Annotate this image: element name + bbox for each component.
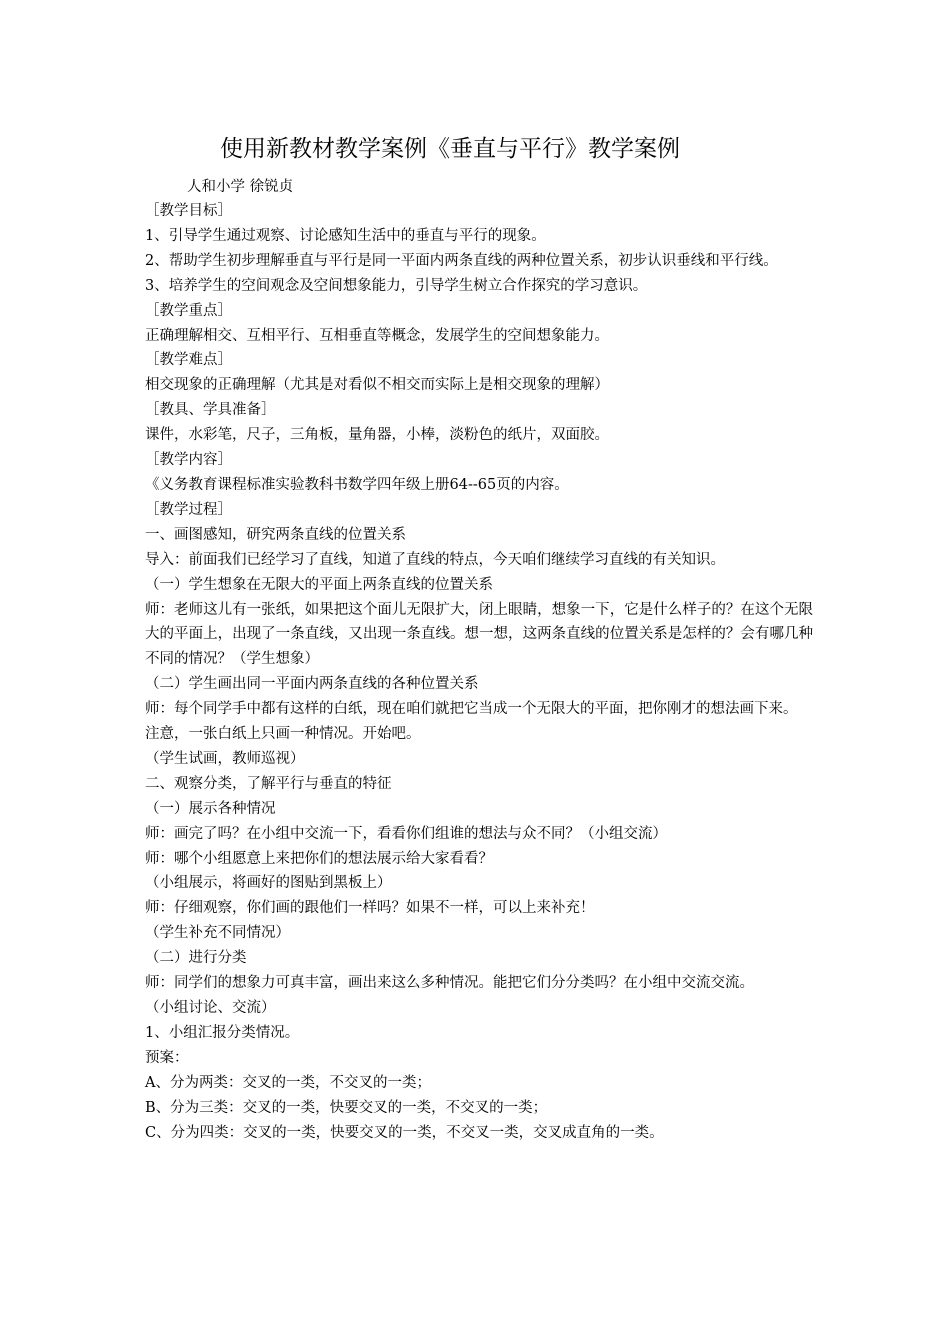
paragraph: ［教具、学具准备］ bbox=[145, 402, 276, 419]
paragraph: 师：同学们的想象力可真丰富，画出来这么多种情况。能把它们分分类吗？在小组中交流交流。 bbox=[145, 975, 754, 992]
paragraph: 《义务教育课程标准实验教科书数学四年级上册64--65页的内容。 bbox=[145, 476, 569, 493]
paragraph: ［教学难点］ bbox=[145, 352, 232, 369]
paragraph: 师：仔细观察，你们画的跟他们一样吗？如果不一样，可以上来补充！ bbox=[145, 900, 595, 917]
paragraph: （小组展示，将画好的图贴到黑板上） bbox=[145, 875, 392, 892]
paragraph: （二）学生画出同一平面内两条直线的各种位置关系 bbox=[145, 676, 479, 693]
paragraph: 正确理解相交、互相平行、互相垂直等概念，发展学生的空间想象能力。 bbox=[145, 327, 609, 344]
document-title: 使用新教材教学案例《垂直与平行》教学案例 bbox=[220, 136, 680, 162]
paragraph: ［教学重点］ bbox=[145, 302, 232, 319]
paragraph: ［教学过程］ bbox=[145, 501, 232, 518]
author-line: 人和小学 徐锐贞 bbox=[187, 179, 294, 195]
paragraph: 3、培养学生的空间观念及空间想象能力，引导学生树立合作探究的学习意识。 bbox=[145, 277, 648, 294]
paragraph: （小组讨论、交流） bbox=[145, 1000, 276, 1016]
paragraph: B、分为三类：交叉的一类，快要交叉的一类，不交叉的一类； bbox=[145, 1099, 548, 1116]
paragraph: A、分为两类：交叉的一类，不交叉的一类； bbox=[145, 1074, 431, 1091]
paragraph: 师：哪个小组愿意上来把你们的想法展示给大家看看？ bbox=[145, 850, 493, 867]
paragraph: 一、画图感知，研究两条直线的位置关系 bbox=[145, 526, 406, 543]
paragraph: C、分为四类：交叉的一类，快要交叉的一类，不交叉一类，交叉成直角的一类。 bbox=[145, 1124, 664, 1141]
paragraph: 相交现象的正确理解（尤其是对看似不相交而实际上是相交现象的理解） bbox=[145, 377, 609, 394]
paragraph: ［教学目标］ bbox=[145, 203, 232, 219]
document-body bbox=[145, 199, 813, 1145]
paragraph: 1、小组汇报分类情况。 bbox=[145, 1024, 300, 1041]
paragraph: 二、观察分类，了解平行与垂直的特征 bbox=[145, 775, 392, 792]
paragraph: 1、引导学生通过观察、讨论感知生活中的垂直与平行的现象。 bbox=[145, 227, 546, 244]
paragraph: （一）学生想象在无限大的平面上两条直线的位置关系 bbox=[145, 576, 493, 593]
paragraph: （学生补充不同情况） bbox=[145, 925, 290, 942]
paragraph: ［教学内容］ bbox=[145, 452, 232, 469]
paragraph: 课件，水彩笔，尺子，三角板，量角器，小棒，淡粉色的纸片，双面胶。 bbox=[145, 427, 609, 444]
paragraph: 预案： bbox=[145, 1049, 189, 1066]
paragraph: 注意，一张白纸上只画一种情况。开始吧。 bbox=[145, 726, 421, 743]
paragraph: 2、帮助学生初步理解垂直与平行是同一平面内两条直线的两种位置关系，初步认识垂线和平行线。 bbox=[145, 252, 778, 269]
paragraph: 师：老师这儿有一张纸，如果把这个面儿无限扩大，闭上眼睛，想象一下，它是什么样子的？在这个无限大的平面上，出现了一条直线，又出现一条直线。想一想，这两条直线的位置关系是怎样的？会有哪几种不同的情况？（学生想象） bbox=[145, 601, 813, 668]
paragraph: 师：画完了吗？在小组中交流一下，看看你们组谁的想法与众不同？（小组交流） bbox=[145, 825, 667, 842]
paragraph: 师：每个同学手中都有这样的白纸，现在咱们就把它当成一个无限大的平面，把你刚才的想法画下来。 bbox=[145, 701, 798, 718]
paragraph: （一）展示各种情况 bbox=[145, 800, 276, 817]
paragraph: （学生试画，教师巡视） bbox=[145, 750, 305, 767]
paragraph: （二）进行分类 bbox=[145, 950, 247, 967]
paragraph: 导入：前面我们已经学习了直线，知道了直线的特点，今天咱们继续学习直线的有关知识。 bbox=[145, 551, 725, 568]
